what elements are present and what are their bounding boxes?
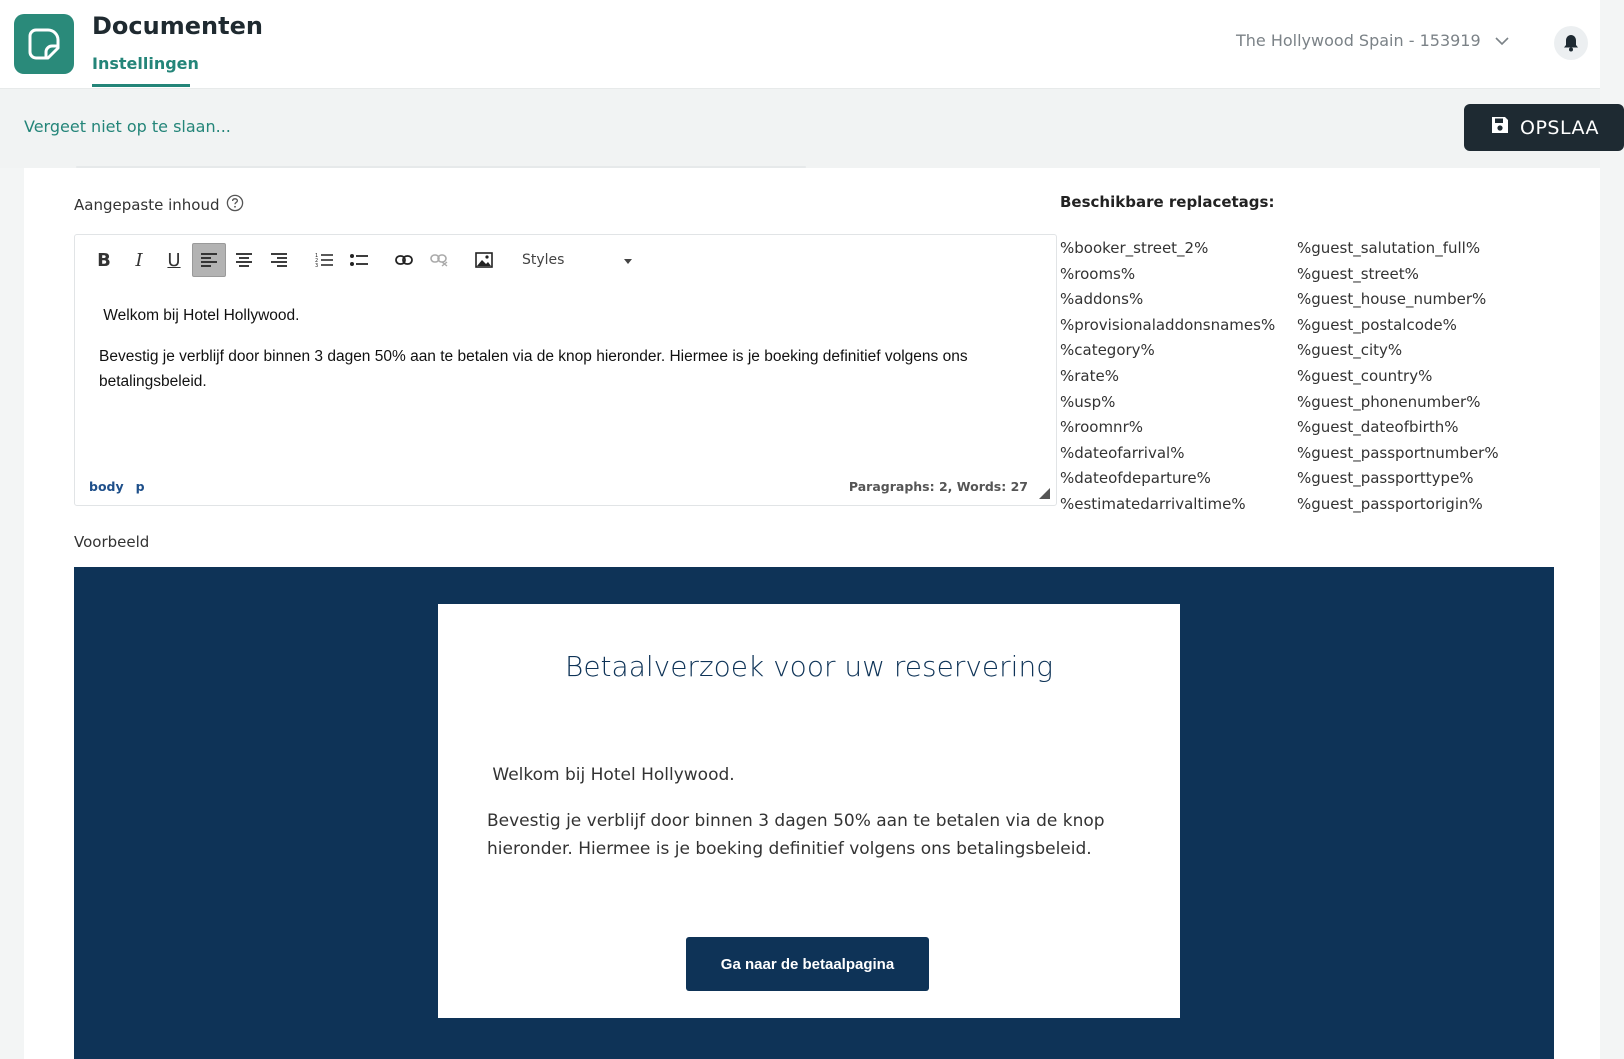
replacetag: %dateofdeparture% xyxy=(1060,469,1211,488)
align-right-icon[interactable] xyxy=(262,243,296,277)
resize-handle-icon[interactable] xyxy=(1039,488,1050,499)
divider xyxy=(76,166,806,168)
content-card xyxy=(24,168,1600,1059)
email-card xyxy=(438,604,1180,1018)
replacetag: %guest_city% xyxy=(1297,341,1403,360)
editor-content[interactable] xyxy=(99,303,999,410)
page-title: Documenten xyxy=(92,12,263,40)
replacetags-column-2 xyxy=(1297,236,1499,518)
property-select[interactable] xyxy=(1236,31,1509,50)
custom-content-label xyxy=(74,194,244,216)
email-title: Betaalverzoek voor uw reservering xyxy=(565,650,1053,683)
svg-text:2: 2 xyxy=(315,258,319,264)
replacetag: %roomnr% xyxy=(1060,418,1143,437)
tab-instellingen[interactable]: Instellingen xyxy=(92,54,199,73)
word-count: Paragraphs: 2, Words: 27 xyxy=(848,479,1028,494)
unlink-icon[interactable] xyxy=(422,243,456,277)
dropdown-arrow-icon xyxy=(624,252,632,268)
save-button[interactable] xyxy=(1464,104,1624,151)
bullet-list-icon[interactable] xyxy=(342,243,376,277)
email-preview xyxy=(74,567,1554,1059)
replacetag: %guest_postalcode% xyxy=(1297,315,1457,334)
editor-statusbar xyxy=(75,471,1056,505)
bold-icon[interactable]: B xyxy=(97,249,111,271)
replacetag: %guest_house_number% xyxy=(1297,290,1487,309)
replacetag: %usp% xyxy=(1060,392,1116,411)
editor-toolbar xyxy=(87,243,632,277)
ordered-list-icon[interactable] xyxy=(307,243,341,277)
align-center-icon[interactable] xyxy=(227,243,261,277)
replacetags-column-1 xyxy=(1060,236,1275,518)
underline-icon[interactable]: U xyxy=(167,249,181,271)
replacetag: %rooms% xyxy=(1060,264,1136,283)
replacetag: %guest_passportnumber% xyxy=(1297,443,1499,462)
styles-dropdown[interactable] xyxy=(522,246,632,274)
replacetag: %provisionaladdonsnames% xyxy=(1060,315,1276,334)
document-icon[interactable] xyxy=(14,14,74,74)
path-item-p[interactable]: p xyxy=(135,479,145,494)
rich-text-editor xyxy=(74,234,1057,506)
chevron-down-icon xyxy=(1495,31,1509,50)
custom-content-label-text: Aangepaste inhoud xyxy=(74,196,220,214)
replacetag: %dateofarrival% xyxy=(1060,443,1185,462)
editor-paragraph: Welkom bij Hotel Hollywood. xyxy=(99,307,300,324)
save-button-label: OPSLAA xyxy=(1520,116,1600,139)
replacetag: %estimatedarrivaltime% xyxy=(1060,494,1246,513)
link-icon[interactable] xyxy=(387,243,421,277)
replacetag: %guest_passporttype% xyxy=(1297,469,1474,488)
property-select-label: The Hollywood Spain - 153919 xyxy=(1236,31,1481,50)
styles-dropdown-label: Styles xyxy=(522,252,565,268)
editor-paragraph: Bevestig je verblijf door binnen 3 dagen 50% aan te betalen via de knop hieronder. Hiermee is je boeking definitief volgens ons betalingsbeleid. xyxy=(99,348,968,390)
bell-icon[interactable] xyxy=(1554,26,1588,60)
replacetags-title: Beschikbare replacetags: xyxy=(1060,193,1275,211)
replacetag: %guest_salutation_full% xyxy=(1297,239,1481,257)
align-left-icon[interactable] xyxy=(192,243,226,277)
payment-page-button[interactable]: Ga naar de betaalpagina xyxy=(686,937,929,991)
preview-label: Voorbeeld xyxy=(74,533,150,551)
replacetags-list[interactable] xyxy=(1060,236,1560,513)
svg-text:1: 1 xyxy=(315,253,319,259)
svg-text:3: 3 xyxy=(315,263,319,269)
path-item-body[interactable]: body xyxy=(89,479,124,494)
email-body xyxy=(487,761,1127,881)
replacetag: %guest_phonenumber% xyxy=(1297,392,1481,411)
email-paragraph: Welkom bij Hotel Hollywood. xyxy=(487,765,735,785)
replacetag: %guest_dateofbirth% xyxy=(1297,418,1459,437)
replacetag: %guest_country% xyxy=(1297,366,1433,385)
app-header xyxy=(0,0,1600,88)
replacetag: %guest_passportorigin% xyxy=(1297,494,1483,513)
save-icon xyxy=(1490,115,1510,140)
element-path xyxy=(89,479,145,494)
replacetag: %booker_street_2% xyxy=(1060,239,1209,257)
save-reminder-text: Vergeet niet op te slaan... xyxy=(24,117,231,136)
replacetag: %addons% xyxy=(1060,290,1144,309)
tab-underline xyxy=(92,84,190,87)
replacetag: %rate% xyxy=(1060,366,1119,385)
save-bar xyxy=(0,88,1600,168)
help-icon[interactable] xyxy=(226,194,244,216)
email-paragraph: Bevestig je verblijf door binnen 3 dagen 50% aan te betalen via de knop hieronder. Hiermee is je boeking definitief volgens ons betalingsbeleid. xyxy=(487,811,1105,859)
replacetag: %category% xyxy=(1060,341,1155,360)
replacetag: %guest_street% xyxy=(1297,264,1419,283)
image-icon[interactable] xyxy=(467,243,501,277)
italic-icon[interactable]: I xyxy=(135,249,143,271)
